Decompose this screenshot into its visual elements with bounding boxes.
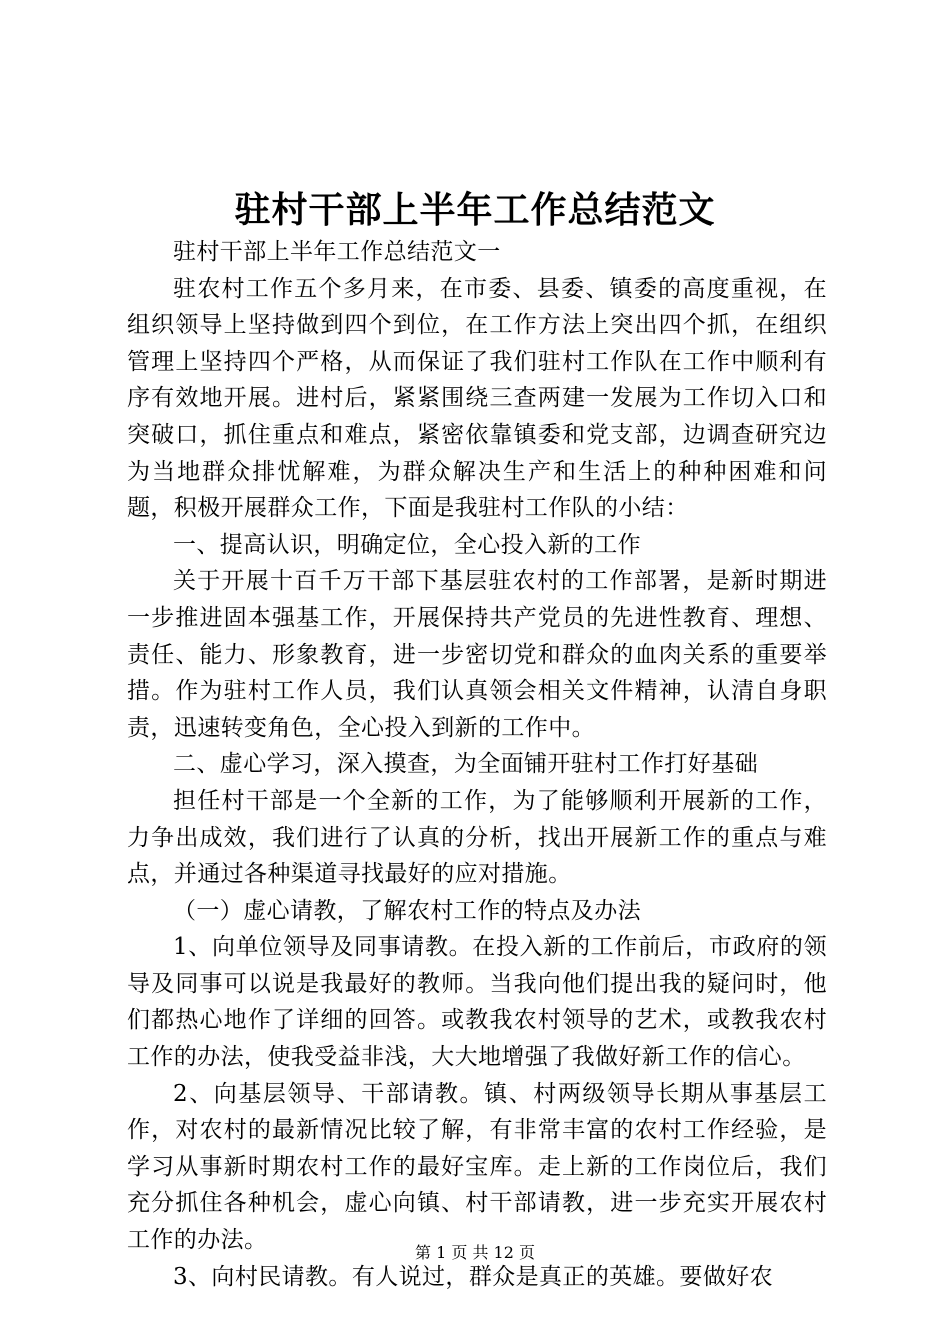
paragraph-section-2: 担任村干部是一个全新的工作，为了能够顺利开展新的工作，力争出成效，我们进行了认真的分析，找出开展新工作的重点与难点，并通过各种渠道寻找最好的应对措施。 — [127, 787, 827, 888]
page-number-footer: 第 1 页 共 12 页 — [415, 1243, 535, 1262]
list-item-1: 1、向单位领导及同事请教。在投入新的工作前后，市政府的领导及同事可以说是我最好的教师。当我向他们提出我的疑问时，他们都热心地作了详细的回答。或教我农村领导的艺术，或教我农村工作的办法，使我受益非浅，大大地增强了我做好新工作的信心。 — [127, 934, 827, 1071]
list-item-3: 3、向村民请教。有人说过，群众是真正的英雄。要做好农 — [173, 1263, 774, 1290]
document-title: 驻村干部上半年工作总结范文 — [234, 189, 716, 231]
document-body — [127, 234, 827, 1295]
section-heading-2: 二、虚心学习，深入摸查，为全面铺开驻村工作打好基础 — [173, 751, 758, 778]
section-heading-1: 一、提高认识，明确定位，全心投入新的工作 — [173, 531, 641, 558]
paragraph-section-1: 关于开展十百千万干部下基层驻农村的工作部署，是新时期进一步推进固本强基工作，开展保持共产党员的先进性教育、理想、责任、能力、形象教育，进一步密切党和群众的血肉关系的重要举措。作为驻村工作人员，我们认真领会相关文件精神，认清自身职责，迅速转变角色，全心投入到新的工作中。 — [127, 568, 827, 741]
paragraph-intro: 驻农村工作五个多月来，在市委、县委、镇委的高度重视，在组织领导上坚持做到四个到位，在工作方法上突出四个抓，在组织管理上坚持四个严格，从而保证了我们驻村工作队在工作中顺利有序有效地开展。进村后，紧紧围绕三查两建一发展为工作切入口和突破口，抓住重点和难点，紧密依靠镇委和党支部，边调查研究边为当地群众排忧解难，为群众解决生产和生活上的种种困难和问题，积极开展群众工作，下面是我驻村工作队的小结： — [127, 275, 827, 522]
paragraph-subtitle: 驻村干部上半年工作总结范文一 — [173, 239, 501, 265]
list-item-2: 2、向基层领导、干部请教。镇、村两级领导长期从事基层工作，对农村的最新情况比较了解，有非常丰富的农村工作经验，是学习从事新时期农村工作的最好宝库。走上新的工作岗位后，我们充分抓住各种机会，虚心向镇、村干部请教，进一步充实开展农村工作的办法。 — [127, 1080, 827, 1254]
subsection-heading-1: （一）虚心请教，了解农村工作的特点及办法 — [173, 897, 641, 924]
